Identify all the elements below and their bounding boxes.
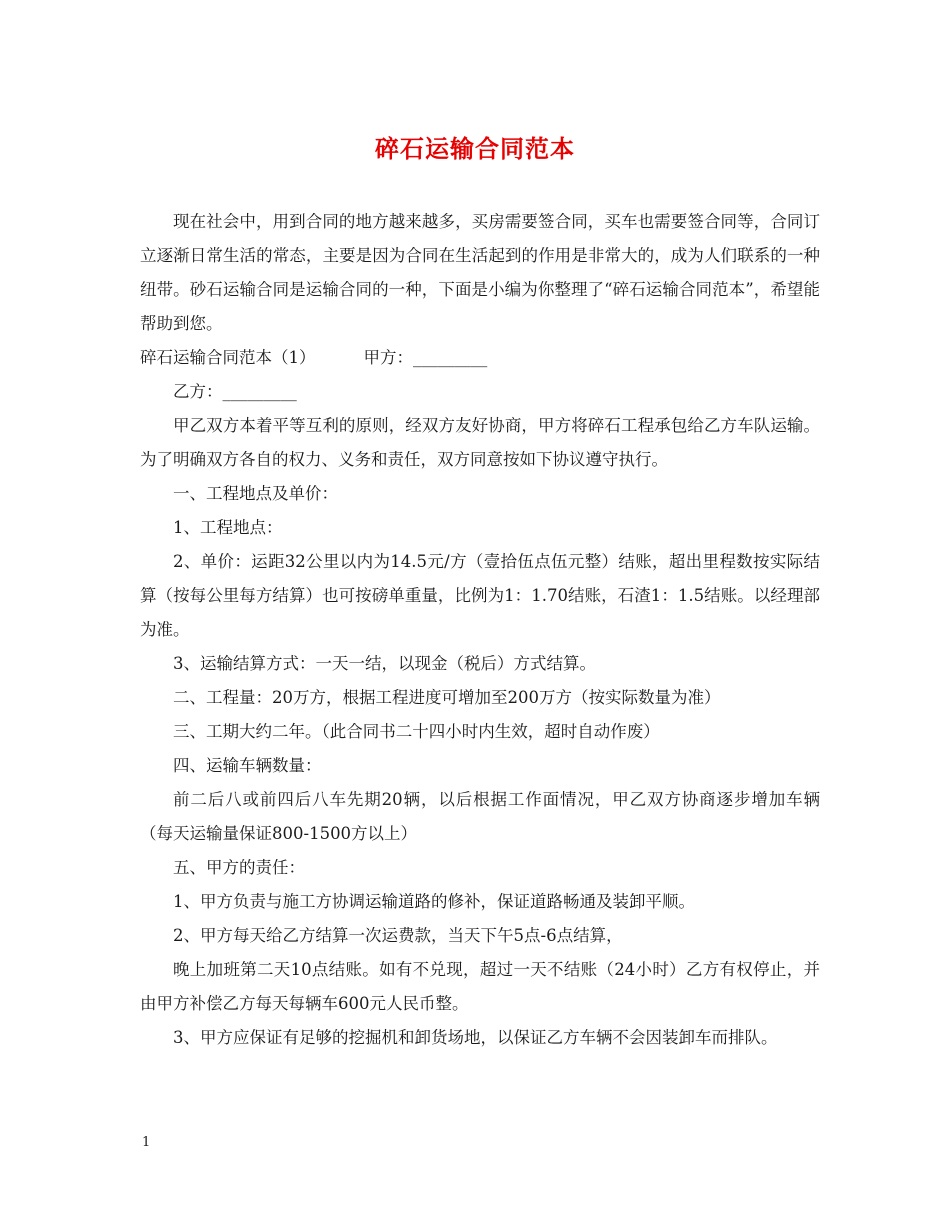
heading-location-price: 一、工程地点及单价： bbox=[173, 484, 338, 503]
duty-payment-overtime: 晚上加班第二天10点结账。如有不兑现，超过一天不结账（24小时）乙方有权停止，并由甲方补偿乙方每天每辆车600元人民币整。 bbox=[140, 960, 820, 1013]
paragraph-principle: 甲乙双方本着平等互利的原则，经双方友好协商，甲方将碎石工程承包给乙方车队运输。为了明确双方各自的权力、义务和责任，双方同意按如下协议遵守执行。 bbox=[140, 416, 820, 469]
intro-paragraph: 现在社会中，用到合同的地方越来越多，买房需要签合同，买车也需要签合同等，合同订立逐渐日常生活的常态，主要是因为合同在生活起到的作用是非常大的，成为人们联系的一种纽带。砂石运输合同是运输合同的一种，下面是小编为你整理了“碎石运输合同范本”，希望能帮助到您。 bbox=[140, 212, 820, 333]
document-body bbox=[140, 205, 820, 1055]
heading-party-a-duties: 五、甲方的责任： bbox=[173, 858, 305, 877]
item-price: 2、单价：运距32公里以内为14.5元/方（壹拾伍点伍元整）结账，超出里程数按实际结算（按每公里每方结算）也可按磅单重量，比例为1：1.70结账，石渣1：1.5结账。以经理部为准。 bbox=[140, 552, 820, 639]
page-number: 1 bbox=[142, 1135, 151, 1150]
section-heading: 碎石运输合同范本（1） bbox=[140, 348, 316, 367]
item-location: 1、工程地点： bbox=[173, 518, 283, 537]
document-title: 碎石运输合同范本 bbox=[375, 134, 575, 163]
duty-equipment: 3、甲方应保证有足够的挖掘机和卸货场地，以保证乙方车辆不会因装卸车而排队。 bbox=[173, 1028, 778, 1047]
duty-road: 1、甲方负责与施工方协调运输道路的修补，保证道路畅通及装卸平顺。 bbox=[173, 892, 695, 911]
heading-duration: 三、工期大约二年。（此合同书二十四小时内生效，超时自动作废） bbox=[173, 722, 660, 741]
party-a-line: 甲方：_________ bbox=[363, 348, 488, 367]
duty-payment: 2、甲方每天给乙方结算一次运费款，当天下午5点-6点结算， bbox=[173, 926, 623, 945]
contract-heading-line bbox=[140, 341, 820, 375]
party-b-line: 乙方：_________ bbox=[173, 382, 297, 401]
paragraph-vehicles: 前二后八或前四后八车先期20辆，以后根据工作面情况，甲乙双方协商逐步增加车辆（每天运输量保证800-1500方以上） bbox=[140, 790, 820, 843]
item-settlement: 3、运输结算方式：一天一结，以现金（税后）方式结算。 bbox=[173, 654, 596, 673]
heading-vehicles: 四、运输车辆数量： bbox=[173, 756, 322, 775]
heading-quantity: 二、工程量：20万方，根据工程进度可增加至200万方（按实际数量为准） bbox=[173, 688, 721, 707]
